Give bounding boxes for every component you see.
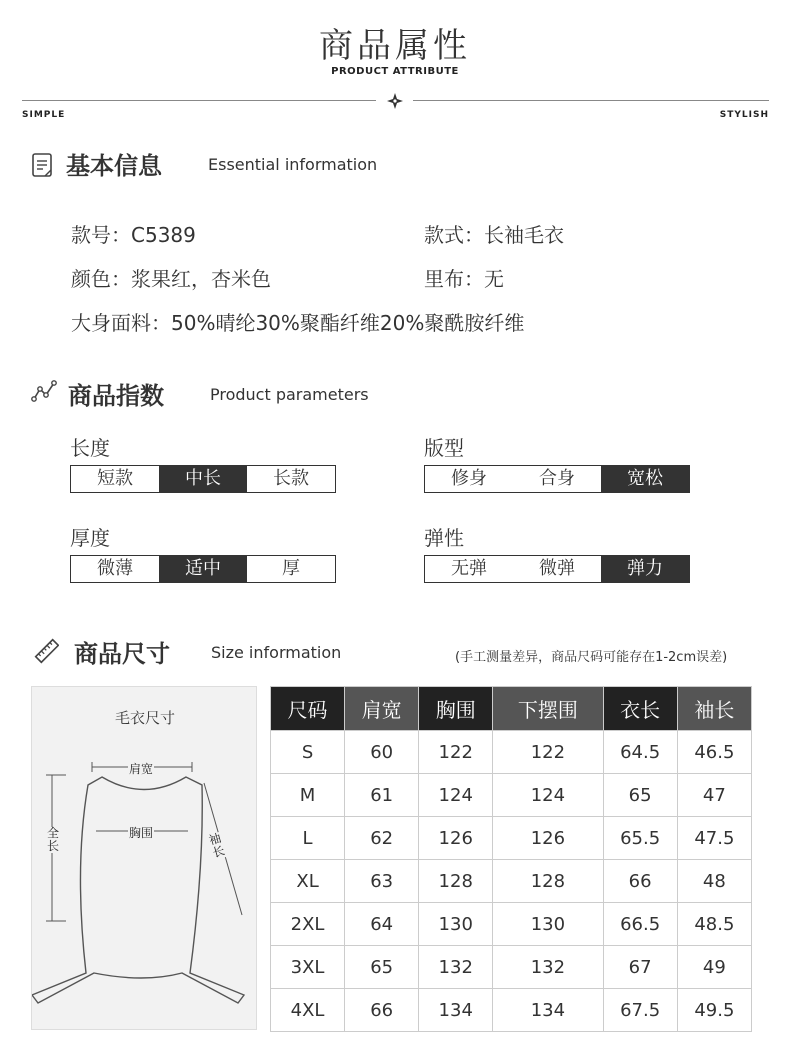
style-type: 款式：长袖毛衣 [424,223,564,247]
cell-length: 66.5 [603,903,677,946]
cell-size: L [271,817,345,860]
chest-label: 胸围 [129,826,154,840]
sleeve-length-label: 袖长 [207,830,227,861]
thickness-scale [70,555,336,583]
diagram-title: 毛衣尺寸 [114,709,175,727]
cell-shoulder: 64 [345,903,419,946]
elasticity-label: 弹性 [424,526,464,550]
cell-shoulder: 63 [345,860,419,903]
cell-chest: 132 [419,946,493,989]
page-title: 商品属性 [319,26,471,66]
sweater-diagram [31,686,257,1030]
table-row [271,860,752,903]
header-size: 尺码 [271,687,345,731]
size-table [270,686,752,1032]
elasticity-scale [424,555,690,583]
cell-sleeve: 46.5 [677,731,751,774]
left-tag: SIMPLE [22,110,66,120]
document-icon [31,152,55,182]
sweater-outline-icon [32,747,258,1027]
cell-sleeve: 47.5 [677,817,751,860]
length-option-long: 长款 [273,468,309,489]
header-sleeve: 袖长 [677,687,751,731]
cell-shoulder: 60 [345,731,419,774]
thickness-label: 厚度 [70,526,110,550]
header-hem: 下摆围 [493,687,603,731]
fit-option-regular: 合身 [539,468,575,489]
cell-chest: 126 [419,817,493,860]
cell-sleeve: 49.5 [677,989,751,1032]
basic-info-subtitle: Essential information [208,155,378,174]
elasticity-option-slight: 微弹 [539,558,575,579]
compass-ornament-icon [387,93,403,113]
table-row [271,989,752,1032]
cell-shoulder: 61 [345,774,419,817]
table-row [271,903,752,946]
thickness-option-thick: 厚 [282,558,300,579]
cell-chest: 124 [419,774,493,817]
divider-right [413,100,769,101]
length-label: 长度 [70,436,110,460]
style-number: 款号：C5389 [71,223,196,247]
cell-chest: 134 [419,989,493,1032]
color-info: 颜色：浆果红，杏米色 [71,267,271,291]
cell-size: 4XL [271,989,345,1032]
cell-sleeve: 48 [677,860,751,903]
header-chest: 胸围 [419,687,493,731]
length-scale [70,465,336,493]
divider-left [22,100,376,101]
cell-hem: 126 [493,817,603,860]
cell-size: 3XL [271,946,345,989]
cell-hem: 122 [493,731,603,774]
cell-size: M [271,774,345,817]
table-row [271,946,752,989]
cell-sleeve: 49 [677,946,751,989]
fit-option-slim: 修身 [451,468,487,489]
cell-length: 66 [603,860,677,903]
cell-hem: 124 [493,774,603,817]
trend-line-icon [31,379,57,407]
cell-shoulder: 66 [345,989,419,1032]
cell-hem: 134 [493,989,603,1032]
cell-chest: 130 [419,903,493,946]
params-subtitle: Product parameters [210,385,369,404]
cell-length: 67.5 [603,989,677,1032]
ruler-icon [31,636,59,670]
page-subtitle: PRODUCT ATTRIBUTE [331,66,459,77]
cell-shoulder: 62 [345,817,419,860]
length-option-short: 短款 [97,468,133,489]
fit-scale [424,465,690,493]
params-title: 商品指数 [68,382,164,410]
thickness-option-thin: 微薄 [97,558,133,579]
table-row [271,774,752,817]
cell-length: 64.5 [603,731,677,774]
cell-chest: 128 [419,860,493,903]
size-subtitle: Size information [211,643,342,662]
header-shoulder: 肩宽 [345,687,419,731]
table-row [271,731,752,774]
cell-sleeve: 48.5 [677,903,751,946]
cell-size: S [271,731,345,774]
cell-length: 65 [603,774,677,817]
size-table-header [271,687,752,731]
cell-shoulder: 65 [345,946,419,989]
measurement-note: (手工测量差异，商品尺码可能存在1-2cm误差) [455,650,728,665]
elasticity-option-none: 无弹 [451,558,487,579]
elasticity-option-stretch: 弹力 [601,556,689,582]
cell-hem: 128 [493,860,603,903]
lining-info: 里布：无 [424,267,504,291]
fit-option-loose: 宽松 [601,466,689,492]
material-info: 大身面料：50%晴纶30%聚酯纤维20%聚酰胺纤维 [71,311,525,335]
cell-size: XL [271,860,345,903]
cell-hem: 130 [493,903,603,946]
cell-size: 2XL [271,903,345,946]
right-tag: STYLISH [719,110,769,120]
shoulder-width-label: 肩宽 [129,762,154,776]
size-title: 商品尺寸 [74,640,170,668]
thickness-option-medium: 适中 [159,556,247,582]
cell-chest: 122 [419,731,493,774]
table-row [271,817,752,860]
cell-length: 67 [603,946,677,989]
full-length-label: 全长 [46,826,59,853]
cell-sleeve: 47 [677,774,751,817]
cell-hem: 132 [493,946,603,989]
basic-info-title: 基本信息 [66,152,162,180]
length-option-mid: 中长 [159,466,247,492]
fit-label: 版型 [424,436,464,460]
cell-length: 65.5 [603,817,677,860]
header-length: 衣长 [603,687,677,731]
